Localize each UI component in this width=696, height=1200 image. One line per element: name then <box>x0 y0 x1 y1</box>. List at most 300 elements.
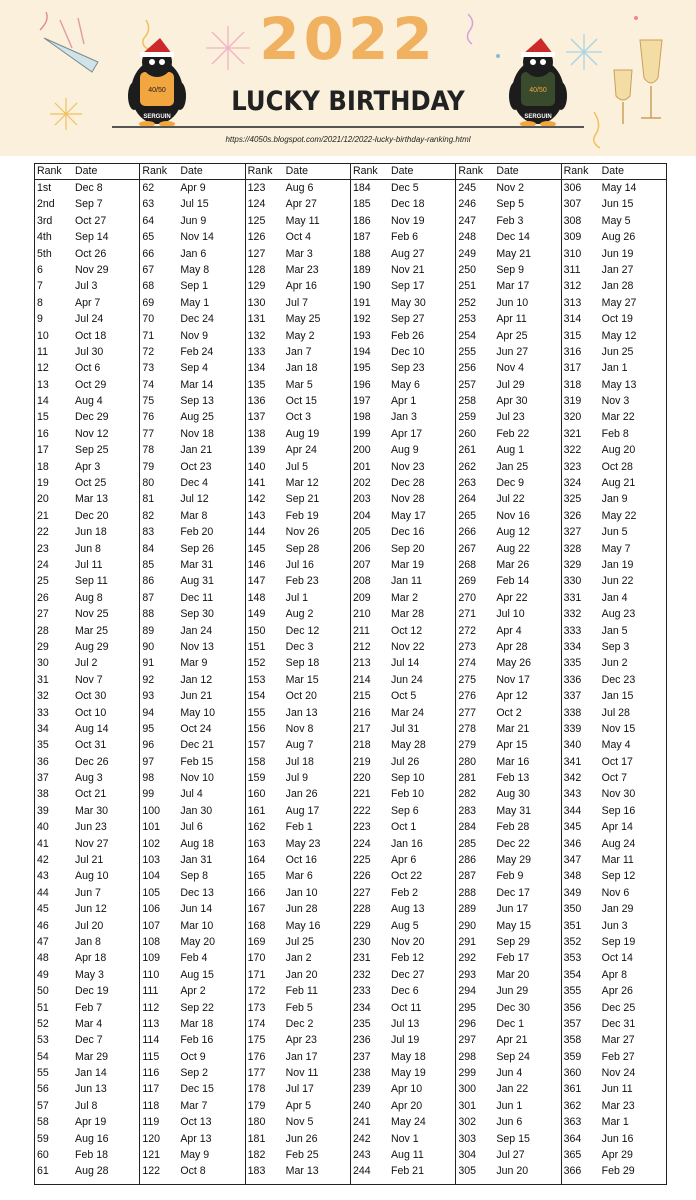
table-row <box>35 983 139 999</box>
date-cell: Apr 19 <box>75 1116 107 1129</box>
rank-cell: 265 <box>458 509 476 522</box>
table-row <box>140 1098 244 1114</box>
rank-cell: 277 <box>458 706 476 719</box>
table-row <box>35 803 139 819</box>
rank-cell: 2nd <box>37 198 55 211</box>
rank-cell: 272 <box>458 624 476 637</box>
date-cell: May 24 <box>390 1116 426 1129</box>
date-cell: Apr 9 <box>180 182 206 194</box>
date-cell: Jan 15 <box>601 690 634 703</box>
rank-cell: 317 <box>563 362 582 375</box>
rank-cell: 274 <box>458 657 476 670</box>
rank-cell: 120 <box>142 1132 161 1145</box>
table-row <box>351 328 455 344</box>
table-row <box>35 1016 139 1032</box>
rank-cell: 213 <box>352 657 371 670</box>
date-cell: Mar 10 <box>180 919 214 932</box>
table-row <box>456 868 560 884</box>
rank-cell: 294 <box>458 985 476 998</box>
table-row <box>351 786 455 802</box>
date-cell: Jan 25 <box>496 460 529 473</box>
table-row <box>35 819 139 835</box>
rank-cell: 74 <box>142 378 155 391</box>
table-row <box>456 885 560 901</box>
rank-cell: 301 <box>458 1099 476 1112</box>
date-cell: Dec 7 <box>75 1034 103 1047</box>
date-cell: May 8 <box>180 263 210 276</box>
rank-cell: 276 <box>458 690 476 703</box>
date-cell: Apr 29 <box>601 1149 633 1162</box>
table-row <box>140 246 244 262</box>
date-cell: Oct 1 <box>390 821 417 834</box>
rank-cell: 233 <box>352 985 371 998</box>
rank-cell: 340 <box>563 739 582 752</box>
table-row <box>456 672 560 688</box>
table-row <box>562 852 666 868</box>
rank-cell: 222 <box>352 804 371 817</box>
rank-cell: 359 <box>563 1050 582 1063</box>
rank-cell: 110 <box>142 968 160 981</box>
date-cell: Jul 5 <box>285 460 309 473</box>
rank-cell: 75 <box>142 395 155 408</box>
date-cell: Feb 17 <box>496 952 530 965</box>
rank-cell: 44 <box>37 886 49 899</box>
rank-cell: 207 <box>352 558 371 571</box>
date-cell: Nov 13 <box>180 640 214 653</box>
date-cell: Sep 6 <box>390 804 419 817</box>
rank-cell: 133 <box>247 345 266 358</box>
date-cell: Mar 15 <box>285 673 319 686</box>
date-cell: Aug 12 <box>496 526 530 539</box>
rank-cell: 11 <box>37 345 48 358</box>
table-row <box>35 1163 139 1179</box>
table-row <box>562 590 666 606</box>
rank-cell: 106 <box>142 903 161 916</box>
date-cell: Dec 25 <box>601 1001 636 1014</box>
date-cell: Jul 23 <box>496 411 525 424</box>
date-cell: Sep 4 <box>180 362 209 375</box>
table-row <box>351 754 455 770</box>
date-cell: Oct 2 <box>496 706 522 719</box>
table-row <box>246 705 350 721</box>
source-url[interactable]: https://4050s.blogspot.com/2021/12/2022-lucky-birthday-ranking.html <box>225 135 471 144</box>
date-cell: Jul 6 <box>180 821 203 834</box>
date-cell: Mar 29 <box>75 1050 108 1063</box>
table-row <box>246 459 350 475</box>
rank-cell: 316 <box>563 345 582 358</box>
table-row <box>140 344 244 360</box>
date-cell: Feb 23 <box>285 575 319 588</box>
ranking-column <box>562 164 666 1184</box>
rank-cell: 266 <box>458 526 476 539</box>
rank-cell: 298 <box>458 1050 476 1063</box>
table-row <box>351 180 455 196</box>
rank-cell: 116 <box>142 1067 160 1080</box>
table-row <box>246 442 350 458</box>
date-cell: Aug 23 <box>601 608 636 621</box>
table-row <box>456 557 560 573</box>
date-cell: Jun 27 <box>496 345 529 358</box>
rank-cell: 354 <box>563 968 582 981</box>
table-row <box>140 229 244 245</box>
date-cell: May 29 <box>496 854 532 867</box>
date-cell: Sep 30 <box>180 608 214 621</box>
table-row <box>562 573 666 589</box>
table-row <box>35 1147 139 1163</box>
rank-cell: 92 <box>142 673 155 686</box>
rank-cell: 216 <box>352 706 371 719</box>
date-cell: Nov 1 <box>390 1132 419 1145</box>
table-row <box>246 901 350 917</box>
table-row <box>246 508 350 524</box>
rank-cell: 337 <box>563 690 582 703</box>
rank-header: Rank <box>247 165 273 177</box>
table-row <box>456 426 560 442</box>
table-row <box>562 705 666 721</box>
date-cell: Jan 7 <box>285 345 312 358</box>
table-row <box>562 213 666 229</box>
table-row <box>456 1114 560 1130</box>
rank-cell: 155 <box>247 706 266 719</box>
date-cell: Apr 12 <box>496 690 528 703</box>
table-row <box>140 590 244 606</box>
rank-cell: 345 <box>563 821 582 834</box>
date-cell: Aug 28 <box>75 1165 109 1178</box>
rank-cell: 13 <box>37 378 49 391</box>
table-row <box>246 590 350 606</box>
table-row <box>456 803 560 819</box>
rank-cell: 238 <box>352 1067 371 1080</box>
table-row <box>140 639 244 655</box>
table-row <box>35 246 139 262</box>
rank-cell: 205 <box>352 526 371 539</box>
date-cell: Jan 5 <box>601 624 628 637</box>
date-cell: Nov 21 <box>390 263 425 276</box>
rank-cell: 117 <box>142 1083 160 1096</box>
date-cell: Sep 13 <box>180 395 214 408</box>
table-row <box>35 934 139 950</box>
date-cell: Mar 11 <box>601 854 634 867</box>
date-cell: Jun 1 <box>496 1099 523 1112</box>
date-cell: Jun 9 <box>180 214 207 227</box>
page-title: LUCKY BIRTHDAY <box>231 86 465 117</box>
date-cell: Jul 9 <box>285 772 309 785</box>
column-header <box>35 164 139 180</box>
date-cell: Nov 9 <box>180 329 209 342</box>
rank-cell: 229 <box>352 919 371 932</box>
rank-header: Rank <box>142 165 168 177</box>
date-cell: Jul 10 <box>496 608 525 621</box>
date-cell: Feb 29 <box>601 1165 635 1178</box>
table-row <box>456 180 560 196</box>
table-row <box>246 524 350 540</box>
rank-cell: 341 <box>563 755 582 768</box>
date-cell: Mar 30 <box>75 804 108 817</box>
table-row <box>456 213 560 229</box>
table-row <box>562 967 666 983</box>
date-cell: Apr 11 <box>496 313 527 326</box>
table-row <box>351 409 455 425</box>
table-row <box>351 705 455 721</box>
table-row <box>351 590 455 606</box>
rank-cell: 355 <box>563 985 582 998</box>
date-cell: Sep 15 <box>496 1132 530 1145</box>
rank-cell: 204 <box>352 509 371 522</box>
table-row <box>562 901 666 917</box>
date-cell: Apr 28 <box>496 640 528 653</box>
rank-cell: 97 <box>142 755 155 768</box>
rank-cell: 170 <box>247 952 266 965</box>
date-cell: Aug 1 <box>496 444 524 457</box>
date-cell: Jun 4 <box>496 1067 523 1080</box>
table-row <box>351 1016 455 1032</box>
rank-cell: 237 <box>352 1050 371 1063</box>
rank-cell: 314 <box>563 313 582 326</box>
date-cell: Jun 10 <box>496 296 529 309</box>
table-row <box>246 229 350 245</box>
date-cell: Jan 18 <box>285 362 318 375</box>
date-cell: Mar 23 <box>601 1099 635 1112</box>
table-row <box>562 459 666 475</box>
table-row <box>562 491 666 507</box>
rank-cell: 300 <box>458 1083 476 1096</box>
rank-cell: 342 <box>563 772 582 785</box>
rank-cell: 142 <box>247 493 266 506</box>
date-cell: Jun 25 <box>601 345 634 358</box>
rank-cell: 286 <box>458 854 476 867</box>
table-row <box>562 475 666 491</box>
rank-cell: 24 <box>37 558 49 571</box>
rank-cell: 15 <box>37 411 49 424</box>
table-row <box>562 180 666 196</box>
date-cell: Feb 18 <box>75 1149 108 1162</box>
table-row <box>351 623 455 639</box>
table-row <box>456 819 560 835</box>
table-row <box>246 1131 350 1147</box>
table-row <box>456 442 560 458</box>
rank-cell: 206 <box>352 542 371 555</box>
rank-cell: 239 <box>352 1083 371 1096</box>
rank-cell: 176 <box>247 1050 266 1063</box>
date-cell: Mar 9 <box>180 657 208 670</box>
rank-cell: 164 <box>247 854 266 867</box>
date-cell: Aug 8 <box>75 591 103 604</box>
date-header: Date <box>180 165 203 177</box>
rank-cell: 69 <box>142 296 155 309</box>
date-cell: Nov 26 <box>285 526 320 539</box>
date-cell: Feb 27 <box>601 1050 635 1063</box>
rank-cell: 80 <box>142 477 155 490</box>
rank-cell: 7 <box>37 280 43 293</box>
table-row <box>246 688 350 704</box>
date-cell: Mar 27 <box>601 1034 635 1047</box>
table-row <box>140 573 244 589</box>
rank-cell: 220 <box>352 772 371 785</box>
date-cell: Nov 6 <box>601 886 630 899</box>
table-row <box>35 377 139 393</box>
date-cell: Feb 8 <box>601 427 629 440</box>
rank-cell: 108 <box>142 935 161 948</box>
table-row <box>35 541 139 557</box>
date-cell: Aug 14 <box>75 722 109 735</box>
rank-cell: 323 <box>563 460 582 473</box>
rank-cell: 290 <box>458 919 476 932</box>
table-row <box>246 180 350 196</box>
rank-cell: 171 <box>247 968 266 981</box>
date-cell: Jan 8 <box>75 935 101 948</box>
table-row <box>246 983 350 999</box>
date-cell: Oct 31 <box>75 739 107 752</box>
date-cell: Jul 15 <box>180 198 209 211</box>
table-row <box>246 1049 350 1065</box>
table-row <box>140 754 244 770</box>
date-cell: Nov 8 <box>285 722 314 735</box>
rank-cell: 161 <box>247 804 266 817</box>
table-row <box>35 1049 139 1065</box>
rank-cell: 262 <box>458 460 476 473</box>
date-cell: Jul 25 <box>285 935 314 948</box>
table-row <box>351 557 455 573</box>
date-cell: Jan 1 <box>601 362 628 375</box>
rank-cell: 327 <box>563 526 582 539</box>
date-cell: Jan 31 <box>180 854 213 867</box>
date-cell: May 23 <box>285 837 321 850</box>
date-cell: Apr 21 <box>496 1034 528 1047</box>
rank-cell: 41 <box>37 837 49 850</box>
date-cell: Feb 24 <box>180 345 214 358</box>
date-cell: Jul 21 <box>75 854 104 867</box>
rank-cell: 350 <box>563 903 582 916</box>
date-cell: Feb 14 <box>496 575 530 588</box>
date-cell: Oct 21 <box>75 788 107 801</box>
date-cell: Jan 26 <box>285 788 318 801</box>
rank-cell: 4th <box>37 231 52 244</box>
table-row <box>351 295 455 311</box>
rank-cell: 160 <box>247 788 266 801</box>
rank-cell: 101 <box>142 821 161 834</box>
date-cell: Mar 21 <box>496 722 530 735</box>
table-row <box>140 934 244 950</box>
date-cell: Jun 7 <box>75 886 101 899</box>
table-row <box>35 950 139 966</box>
date-cell: Oct 11 <box>390 1001 422 1014</box>
date-cell: Aug 11 <box>390 1149 424 1162</box>
rank-cell: 64 <box>142 214 155 227</box>
rank-cell: 38 <box>37 788 49 801</box>
rank-cell: 307 <box>563 198 582 211</box>
table-row <box>562 278 666 294</box>
table-row <box>456 196 560 212</box>
rank-cell: 131 <box>247 313 266 326</box>
date-cell: May 11 <box>285 214 320 227</box>
rank-cell: 263 <box>458 477 476 490</box>
date-cell: Oct 26 <box>75 247 107 260</box>
table-row <box>140 491 244 507</box>
date-cell: Jul 12 <box>180 493 209 506</box>
rank-cell: 235 <box>352 1017 371 1030</box>
rank-cell: 158 <box>247 755 266 768</box>
rank-cell: 39 <box>37 804 49 817</box>
table-row <box>562 1147 666 1163</box>
table-row <box>351 344 455 360</box>
date-cell: Oct 23 <box>180 460 212 473</box>
date-cell: Dec 28 <box>390 477 425 490</box>
table-row <box>246 623 350 639</box>
rank-cell: 128 <box>247 263 266 276</box>
date-cell: Jan 24 <box>180 624 213 637</box>
table-row <box>35 1032 139 1048</box>
rank-cell: 27 <box>37 608 49 621</box>
table-row <box>35 475 139 491</box>
date-cell: Feb 19 <box>285 509 319 522</box>
date-cell: Aug 3 <box>75 772 103 785</box>
rank-cell: 278 <box>458 722 476 735</box>
table-row <box>456 295 560 311</box>
table-row <box>351 983 455 999</box>
rank-cell: 126 <box>247 231 266 244</box>
rank-cell: 111 <box>142 985 159 998</box>
rank-cell: 166 <box>247 886 266 899</box>
date-cell: Mar 12 <box>285 477 319 490</box>
date-cell: Dec 8 <box>75 182 103 194</box>
date-cell: Apr 25 <box>496 329 528 342</box>
table-row <box>456 409 560 425</box>
date-cell: Jan 2 <box>285 952 312 965</box>
ranking-column <box>351 164 456 1184</box>
mascot-label-right: SERGUIN <box>524 114 552 120</box>
rank-cell: 281 <box>458 772 476 785</box>
table-row <box>562 672 666 688</box>
table-row <box>456 950 560 966</box>
rank-cell: 252 <box>458 296 476 309</box>
table-row <box>246 655 350 671</box>
rank-cell: 138 <box>247 427 266 440</box>
table-row <box>246 1032 350 1048</box>
rank-cell: 127 <box>247 247 266 260</box>
date-cell: Jan 27 <box>601 263 634 276</box>
rank-cell: 246 <box>458 198 476 211</box>
date-cell: Aug 21 <box>601 477 636 490</box>
rank-cell: 46 <box>37 919 49 932</box>
date-cell: Aug 19 <box>285 427 320 440</box>
rank-cell: 77 <box>142 427 155 440</box>
date-cell: Dec 11 <box>180 591 214 604</box>
date-cell: Mar 6 <box>285 870 313 883</box>
table-row <box>35 590 139 606</box>
date-cell: Feb 3 <box>496 214 524 227</box>
date-cell: Feb 5 <box>285 1001 313 1014</box>
table-row <box>246 377 350 393</box>
date-cell: Jan 17 <box>285 1050 318 1063</box>
table-row <box>562 508 666 524</box>
date-cell: Jan 16 <box>390 837 423 850</box>
table-row <box>246 1081 350 1097</box>
date-cell: Nov 17 <box>496 673 530 686</box>
rank-cell: 103 <box>142 854 161 867</box>
table-row <box>140 655 244 671</box>
rank-cell: 134 <box>247 362 266 375</box>
table-row <box>246 639 350 655</box>
table-row <box>246 950 350 966</box>
rank-cell: 91 <box>142 657 155 670</box>
date-cell: Aug 10 <box>75 870 109 883</box>
rank-cell: 189 <box>352 263 371 276</box>
date-cell: Mar 17 <box>496 280 530 293</box>
table-row <box>456 311 560 327</box>
date-cell: Dec 24 <box>180 313 214 326</box>
date-cell: Nov 23 <box>390 460 425 473</box>
table-row <box>351 688 455 704</box>
